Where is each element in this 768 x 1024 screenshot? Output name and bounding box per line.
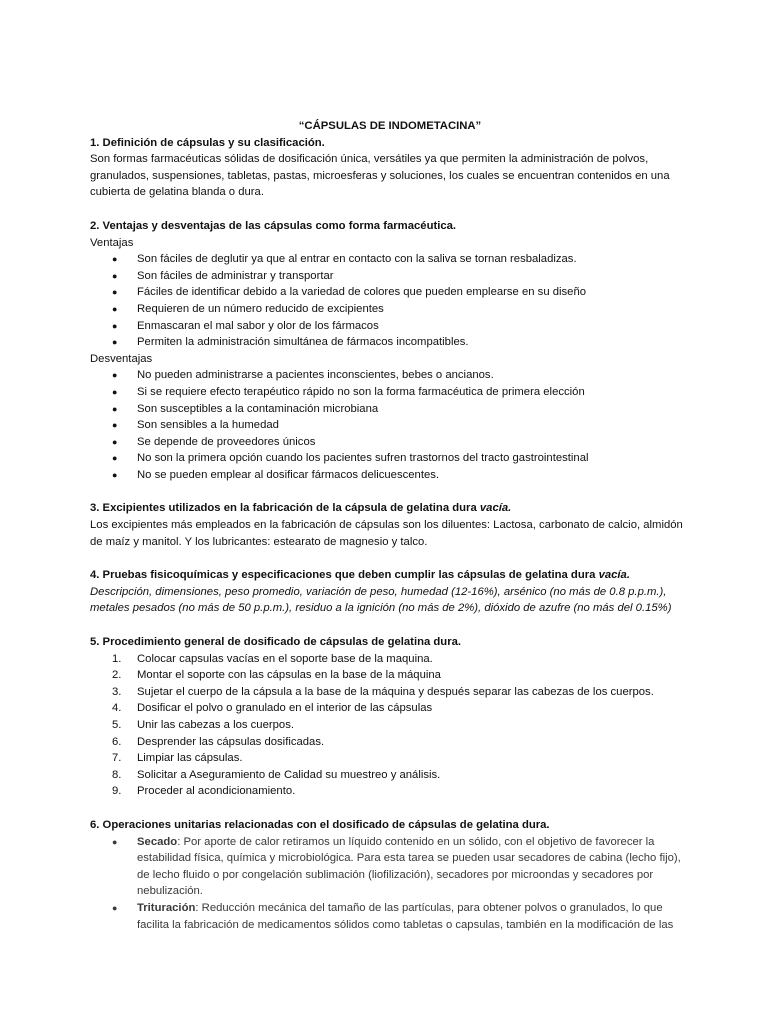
section-2-heading: 2. Ventajas y desventajas de las cápsulas como forma farmacéutica. xyxy=(90,219,457,232)
list-item: ● Si se requiere efecto terapéutico rápido no son la forma farmacéutica de primera elección xyxy=(90,384,690,401)
procedure-list xyxy=(90,651,690,800)
section-3-heading: 3. Excipientes utilizados en la fabricación de la cápsula de gelatina dura vacía. xyxy=(90,502,512,515)
bullet-icon: ● xyxy=(112,420,118,431)
list-item: 4. Dosificar el polvo o granulado en el interior de las cápsulas xyxy=(112,702,433,715)
list-item: ● Se depende de proveedores únicos xyxy=(90,434,690,451)
list-item: ● Son fáciles de deglutir ya que al entrar en contacto con la saliva se tornan resbaladizas. xyxy=(90,251,690,268)
section-5-heading: 5. Procedimiento general de dosificado de cápsulas de gelatina dura. xyxy=(90,636,462,649)
desventajas-list xyxy=(90,367,690,483)
ventajas-list xyxy=(90,251,690,351)
section-4-body: Descripción, dimensiones, peso promedio, variación de peso, humedad (12-16%), arsénico (no más de 0.8 p.p.m.), metales pesados (no más de 50 p.p.m.), residuo a la ignición (no más de 2%), dióxido de azufre (no más del 0.15%) xyxy=(90,585,672,615)
list-item: 3. Sujetar el cuerpo de la cápsula a la base de la máquina y después separar las cabezas de los cuerpos. xyxy=(112,685,654,698)
bullet-icon: ● xyxy=(112,902,118,913)
document-content xyxy=(90,118,690,933)
list-item: 5. Unir las cabezas a los cuerpos. xyxy=(112,719,294,731)
bullet-icon: ● xyxy=(112,287,118,298)
list-item: 6. Desprender las cápsulas dosificadas. xyxy=(112,735,325,748)
section-3-body: Los excipientes más empleados en la fabricación de cápsulas son los diluentes: Lactosa, carbonato de calcio, almidón de maíz y manitol. Y los lubricantes: estearato de magnesio y talco. xyxy=(90,519,683,548)
bullet-icon: ● xyxy=(112,270,118,281)
list-item: 9. Proceder al acondicionamiento. xyxy=(112,785,296,798)
section-1-body: Son formas farmacéuticas sólidas de dosificación única, versátiles ya que permiten la administración de polvos, granulados, suspensiones, tabletas, pastas, microesferas y soluciones, los cuales se encuentran contenidos en una cubierta de gelatina blanda o dura. xyxy=(90,153,670,199)
list-item: 7. Limpiar las cápsulas. xyxy=(112,752,243,765)
list-item: 1. Colocar capsulas vacías en el soporte base de la maquina. xyxy=(112,652,433,665)
list-item: ● Son fáciles de administrar y transportar xyxy=(90,268,690,285)
list-item: 2. Montar el soporte con las cápsulas en la base de la máquina xyxy=(112,669,441,682)
list-item: ● No pueden administrarse a pacientes inconscientes, bebes o ancianos. xyxy=(90,367,690,384)
bullet-icon: ● xyxy=(112,370,118,381)
list-item: ● No se pueden emplear al dosificar fármacos delicuescentes. xyxy=(90,467,690,484)
desventajas-label: Desventajas xyxy=(90,352,153,365)
bullet-icon: ● xyxy=(112,403,118,414)
bullet-icon: ● xyxy=(112,337,118,348)
section-6-heading: 6. Operaciones unitarias relacionadas con el dosificado de cápsulas de gelatina dura. xyxy=(90,818,550,831)
list-item: ● Son sensibles a la humedad xyxy=(90,417,690,434)
bullet-icon: ● xyxy=(112,254,118,265)
ventajas-label: Ventajas xyxy=(90,236,134,249)
list-item: ● Trituración: Reducción mecánica del tamaño de las partículas, para obtener polvos o granulados, lo que facilita la fabricación de medicamentos sólidos como tabletas o capsulas, también en la modificación de las xyxy=(112,901,674,931)
bullet-icon: ● xyxy=(112,320,118,331)
bullet-icon: ● xyxy=(112,836,118,847)
list-item: ● Son susceptibles a la contaminación microbiana xyxy=(90,401,690,418)
list-item: ● Permiten la administración simultánea de fármacos incompatibles. xyxy=(90,334,690,351)
bullet-icon: ● xyxy=(112,469,118,480)
list-item: ● Requieren de un número reducido de excipientes xyxy=(90,301,690,318)
section-1-heading: 1. Definición de cápsulas y su clasificación. xyxy=(90,136,325,149)
bullet-icon: ● xyxy=(112,386,118,397)
term-trituracion: Trituración xyxy=(137,901,196,914)
bullet-icon: ● xyxy=(112,436,118,447)
document-title: “CÁPSULAS DE INDOMETACINA” xyxy=(298,120,482,132)
bullet-icon: ● xyxy=(112,453,118,464)
term-secado: Secado xyxy=(137,835,178,848)
list-item: ● Enmascaran el mal sabor y olor de los fármacos xyxy=(90,318,690,335)
list-item: ● No son la primera opción cuando los pacientes sufren trastornos del tracto gastrointestinal xyxy=(90,450,690,467)
list-item: ● Fáciles de identificar debido a la variedad de colores que pueden emplearse en su diseño xyxy=(90,284,690,301)
list-item: ● Secado: Por aporte de calor retiramos un líquido contenido en un sólido, con el objetivo de favorecer la estabilidad física, química y microbiológica. Para esta tarea se pueden usar secadores de cabina (lecho fijo), de lecho fluido o por congelación sublimación (liofilización), secadores por microondas y secadores por nebulización. xyxy=(112,835,681,898)
list-item: 8. Solicitar a Aseguramiento de Calidad su muestreo y análisis. xyxy=(112,768,441,781)
section-4-heading: 4. Pruebas fisicoquímicas y especificaciones que deben cumplir las cápsulas de gelatina dura vacía. xyxy=(90,569,630,582)
bullet-icon: ● xyxy=(112,303,118,314)
